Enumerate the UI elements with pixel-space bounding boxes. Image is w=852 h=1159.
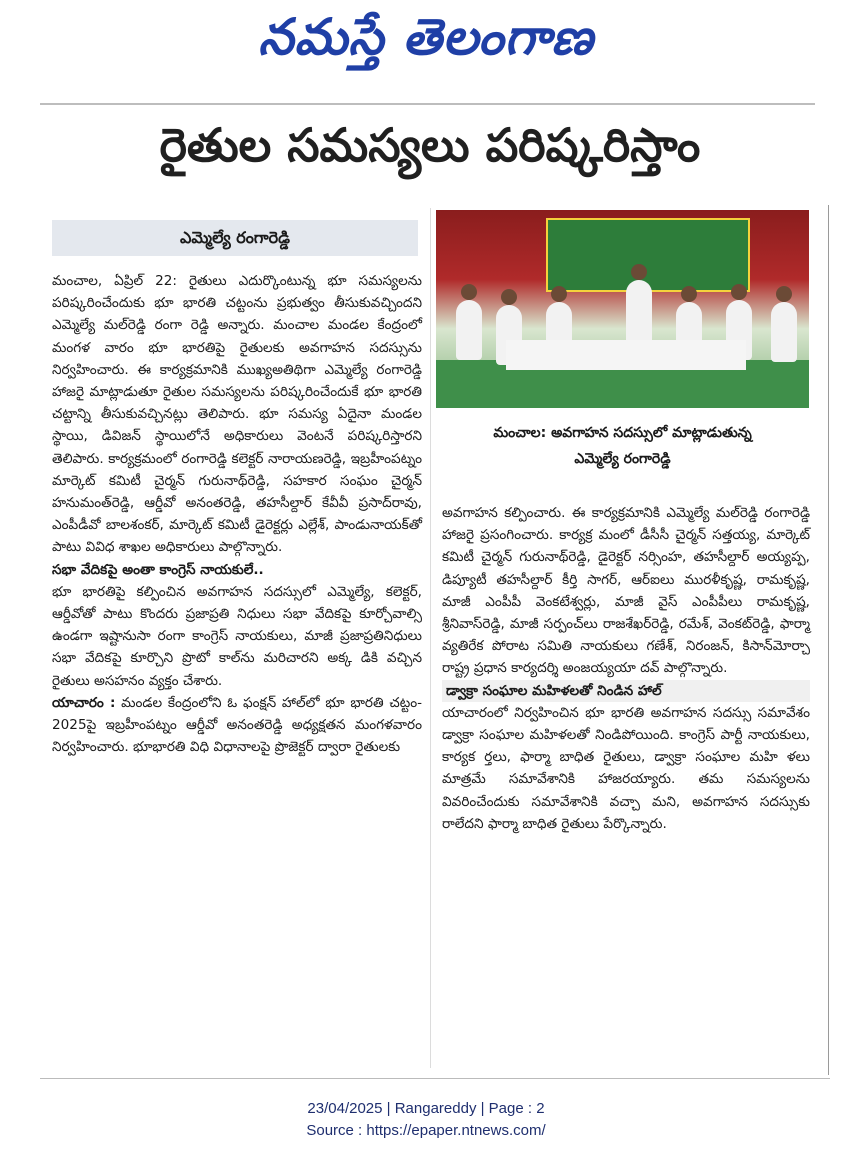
masthead-divider [40, 103, 815, 105]
photo-person [771, 302, 797, 362]
article-headline: రైతుల సమస్యలు పరిష్కరిస్తాం [159, 118, 701, 172]
photo-person-head [501, 289, 517, 305]
article-paragraph: భూ భారతిపై కల్పించిన అవగాహన సదస్సులో ఎమ్మెల్యే, కలెక్టర్, ఆర్డీవోతో పాటు కొందరు ప్రజాప్రతి నిధులు సభా వేదికపై కూర్చోవాల్సి ఉండగా ఇష్టానుసా రంగా కాంగ్రెస్ నాయకులు, మాజీ ప్రజాప్రతినిధులు సభా వేదికపై కూర్చొని ప్రొటో కాల్‌ను మరిచారని అక్క డికి వచ్చిన రైతులు అసహనం వ్యక్తం చేశారు. [52, 583, 422, 689]
page-border-right [828, 205, 829, 1075]
photo-caption-line: మంచాల: అవగాహన సదస్సులో మాట్లాడుతున్న [493, 425, 752, 441]
footer-divider [40, 1078, 830, 1079]
photo-person-head [731, 284, 747, 300]
article-subheading: సభా వేదికపై అంతా కాంగ్రెస్ నాయకులే.. [52, 561, 264, 578]
article-paragraph: యాచారంలో నిర్వహించిన భూ భారతి అవగాహన సదస్సు సమావేశం డ్వాక్రా సంఘాల మహిళలతో నిండిపోయింది. కాంగ్రెస్ పార్టీ నాయకులు, కార్యక ర్తలు, ఫార్మా బాధిత రైతులు, డ్వాక్రా సంఘాల మహి ళలు మాత్రమే సమావేశానికి హాజరయ్యారు. తమ సమస్యలను వివరించేందుకు సమావేశానికి వచ్చా మని, అవగాహన సదస్సుకు రాలేదని ఫార్మా బాధిత రైతులు పేర్కొన్నారు. [442, 704, 810, 832]
photo-person-head [461, 284, 477, 300]
photo-person-head [776, 286, 792, 302]
article-paragraph-text: మండల కేంద్రంలోని ఓ ఫంక్షన్ హాల్‌లో భూ భారతి చట్టం- 2025పై ఇబ్రహీంపట్నం ఆర్డీవో అనంతరెడ్డి అధ్యక్షతన మంగళవారం నిర్వహించారు. భూభారతి విధి విధానాలపై ప్రొజెక్టర్ ద్వారా రైతులకు [52, 694, 422, 756]
newspaper-masthead: నమస్తే తెలంగాణ [258, 8, 594, 66]
photo-stage-table [506, 340, 746, 370]
photo-person [456, 300, 482, 360]
footer-source-link[interactable]: Source : https://epaper.ntnews.com/ [306, 1122, 546, 1139]
article-paragraph [52, 692, 422, 759]
article-paragraph: మంచాల, ఏప్రిల్ 22: రైతులు ఎదుర్కొంటున్న భూ సమస్యలను పరిష్కరించేందుకు భూ భారతి చట్టంను ప్రభుత్వం తీసుకువచ్చిందని ఎమ్మెల్యే మల్‌రెడ్డి రంగా రెడ్డి అన్నారు. మంచాల మండల కేంద్రంలో మంగళ వారం భూ భారతిపై రైతులకు అవగాహన సదస్సును నిర్వహించారు. ఈ కార్యక్రమానికి ముఖ్యఅతిథిగా ఎమ్మెల్యే రంగారెడ్డి హాజరై మాట్లాడుతూ రైతుల సమస్యలను పరిష్కరించేందుకే భూ భారతి చట్టాన్ని తీసుకువచ్చినట్లు తెలిపారు. భూ సమస్య ఏదైనా మండల స్థాయి, డివిజన్ స్థాయిలోనే అధికారులు వెంటనే పరిష్కరిస్తారని తెలిపారు. కార్యక్రమంలో రంగారెడ్డి కలెక్టర్ నారాయణరెడ్డి, ఇబ్రహీంపట్నం మార్కెట్ కమిటీ చైర్మన్ గురునాథ్‌రెడ్డి, సహకార సంఘం చైర్మన్ హనుమంత్‌రెడ్డి, ఆర్డీవో అనంతరెడ్డి, తహసీల్దార్ కేవీవీ ప్రసాద్‌రావు, ఎంపీడీవో బాలశంకర్, మార్కెట్ కమిటీ డైరెక్టర్లు ఎల్లేశ్, పాండునాయక్‌తో పాటు వివిధ శాఖల అధికారులు పాల్గొన్నారు. [52, 273, 422, 556]
photo-person-head [631, 264, 647, 280]
article-column-right [442, 502, 810, 835]
dateline-lead: యాచారం : [52, 694, 116, 711]
page-footer [0, 1098, 852, 1142]
article-column-left [52, 270, 422, 758]
column-divider [430, 208, 431, 1068]
photo-person-head [551, 286, 567, 302]
article-byline: ఎమ్మెల్యే రంగారెడ్డి [52, 220, 418, 256]
article-photo [436, 210, 809, 408]
photo-caption-line: ఎమ్మెల్యే రంగారెడ్డి [574, 451, 671, 467]
article-paragraph: అవగాహన కల్పించారు. ఈ కార్యక్రమానికి ఎమ్మెల్యే మల్‌రెడ్డి రంగారెడ్డి హాజరై ప్రసంగించారు. కార్యక్ర మంలో డీసీసీ చైర్మన్ సత్తయ్య, మార్కెట్ కమిటీ చైర్మన్ గురునాథ్‌రెడ్డి, డైరెక్టర్ నర్సింహ, తహసీల్దార్ అయ్యప్ప, డిప్యూటీ తహసీల్దార్ కీర్తి సాగర్, ఆర్ఐలు మురళీకృష్ణ, రామకృష్ణ, మాజీ ఎంపీపీ వెంకటేశ్వర్లు, మాజీ వైస్ ఎంపీపీలు రామకృష్ణ, శ్రీనివాస్‌రెడ్డి, మాజీ సర్పంచ్‌లు రాజశేఖర్‌రెడ్డి, రమేశ్, వెంకట్‌రెడ్డి, ఫార్మా వ్యతిరేక పోరాట సమితి నాయకులు గణేశ్, నిరంజన్, కిసాన్‌మోర్చా రాష్ట్ర ప్రధాన కార్యదర్శి అంజయ్యయా దవ్ పాల్గొన్నారు. [442, 505, 810, 677]
footer-edition-info: 23/04/2025 | Rangareddy | Page : 2 [307, 1100, 545, 1117]
photo-person-head [681, 286, 697, 302]
photo-stage-banner [546, 218, 750, 292]
article-subheading: డ్వాక్రా సంఘాల మహిళలతో నిండిన హాల్ [442, 680, 810, 702]
photo-caption [436, 420, 809, 472]
